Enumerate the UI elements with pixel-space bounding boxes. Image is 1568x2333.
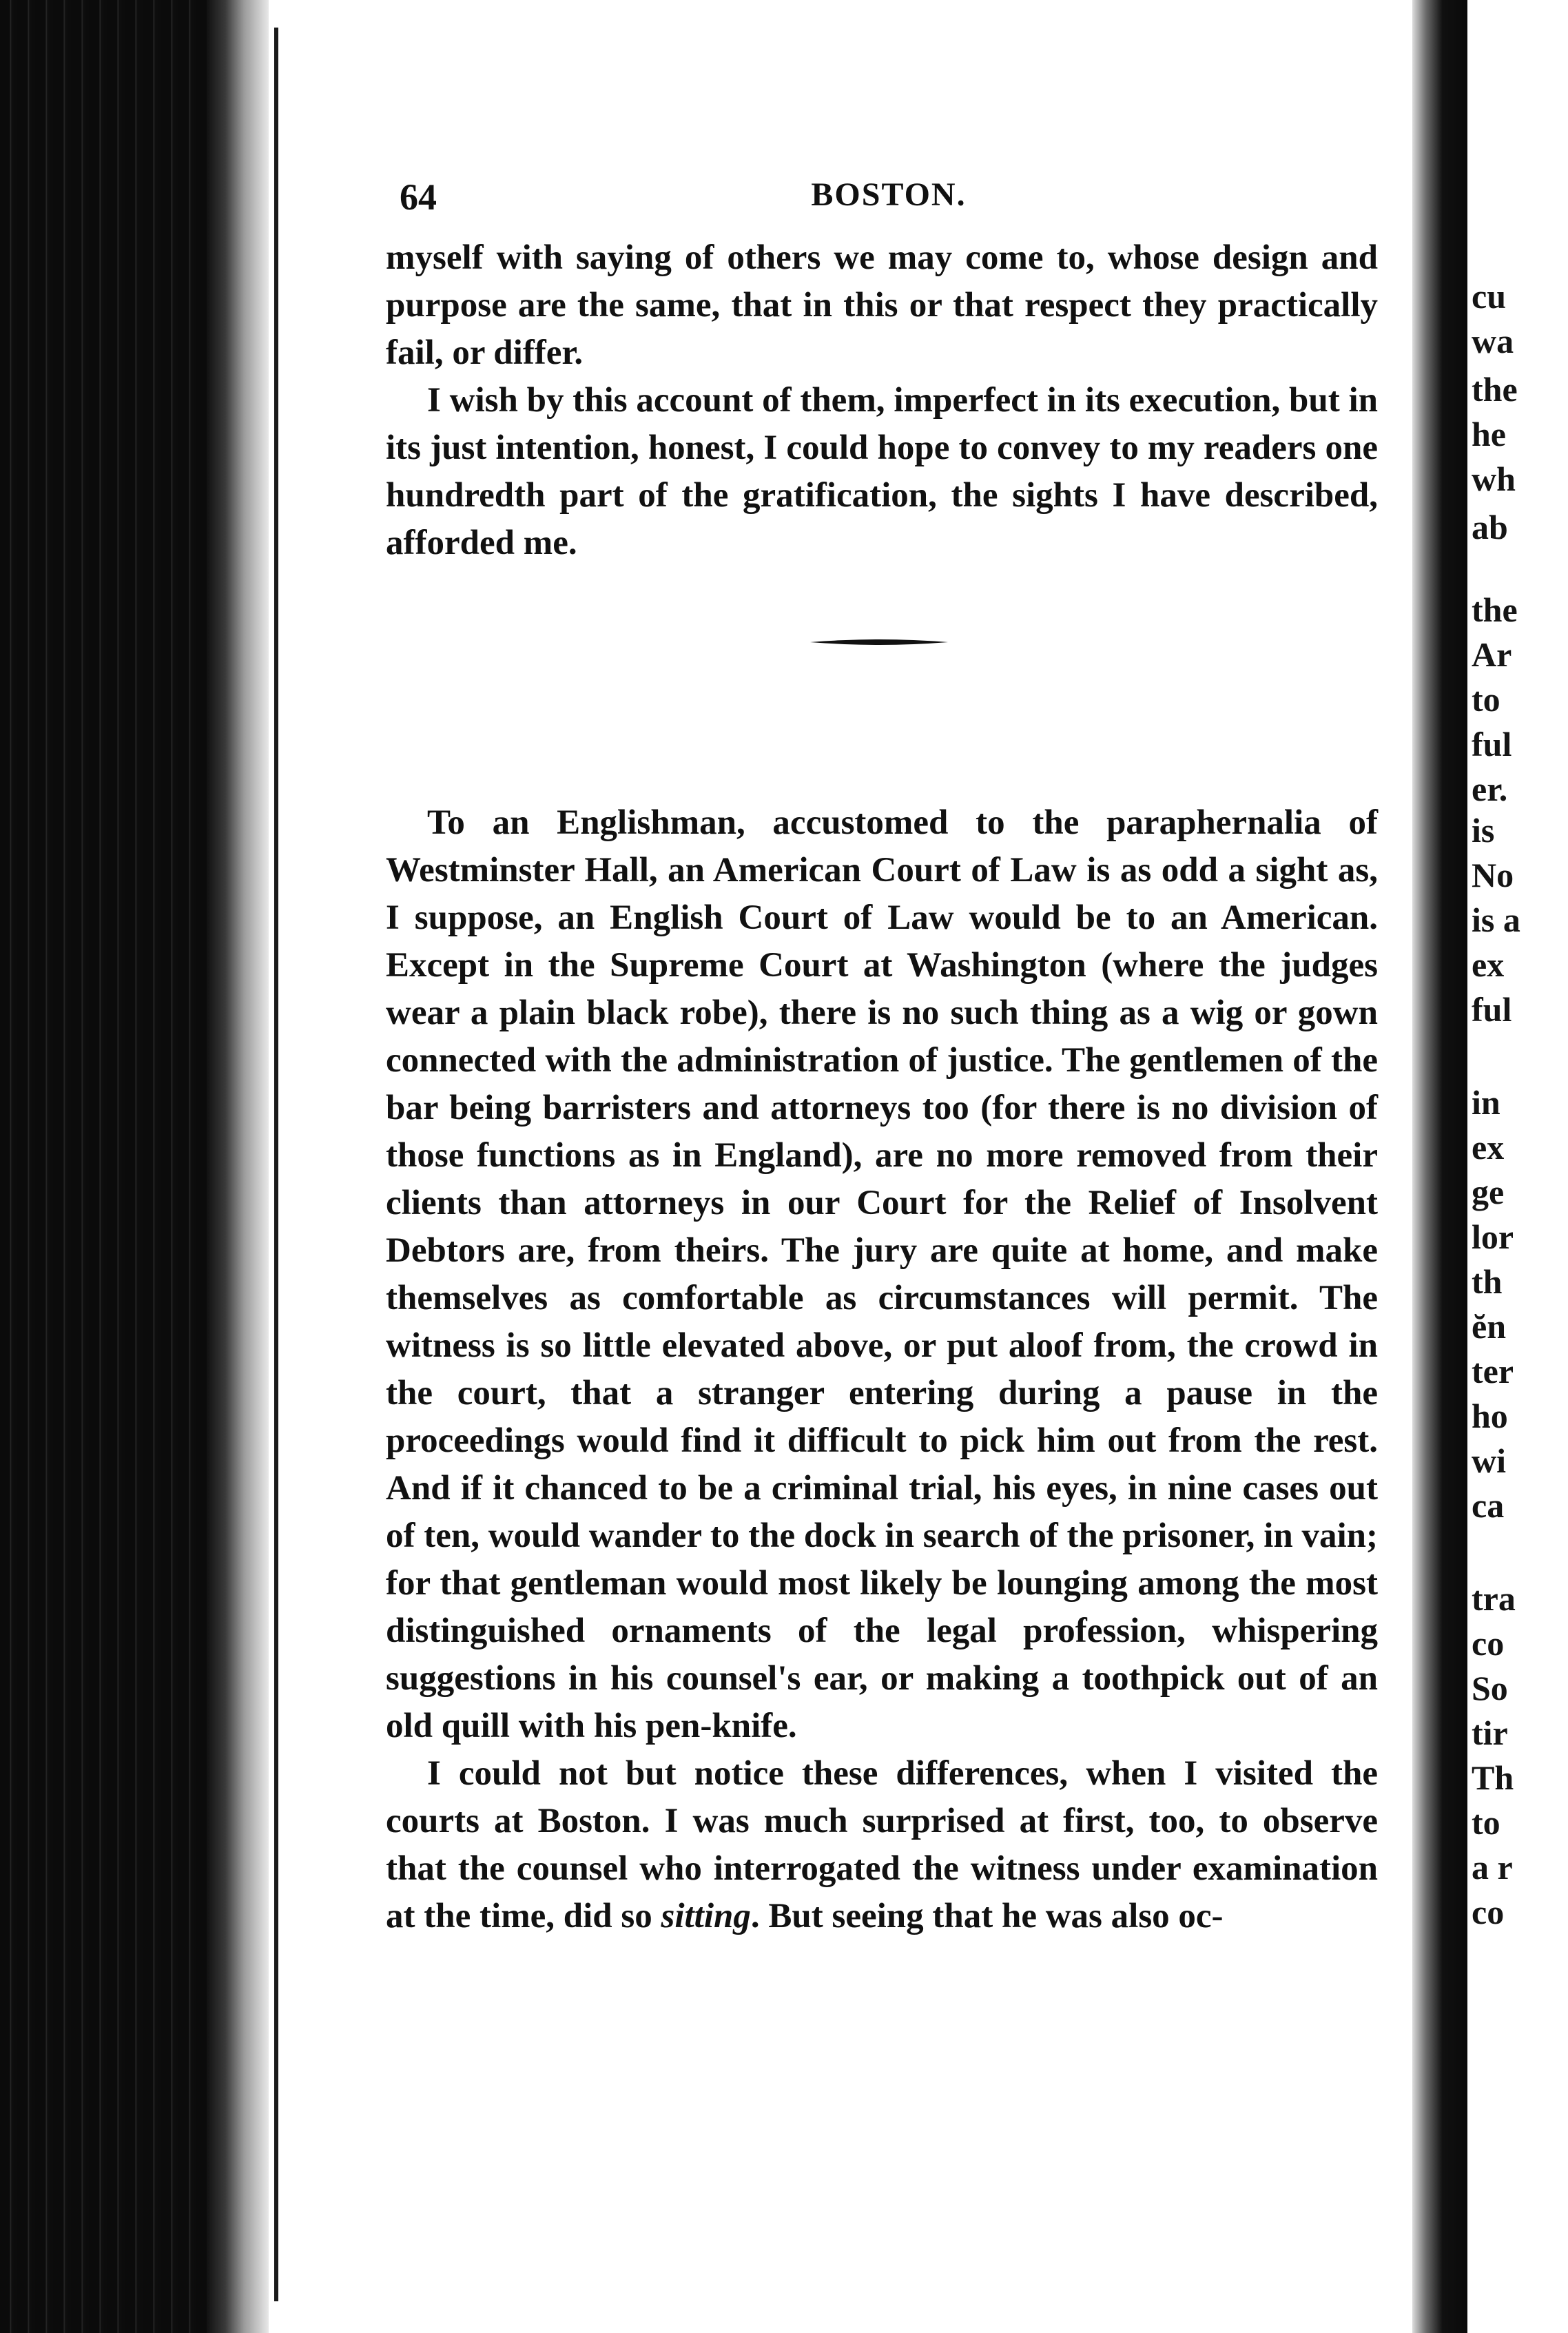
facing-page-fragment: co bbox=[1472, 1624, 1505, 1663]
facing-page-fragment: tir bbox=[1472, 1714, 1508, 1752]
facing-page bbox=[1467, 0, 1568, 2333]
facing-page-fragment: is bbox=[1472, 811, 1495, 850]
facing-page-fragment: ter bbox=[1472, 1352, 1514, 1390]
book-page bbox=[372, 0, 1405, 2333]
facing-page-fragment: Th bbox=[1472, 1758, 1514, 1797]
facing-page-fragment: is a bbox=[1472, 901, 1520, 939]
facing-page-fragment: ho bbox=[1472, 1397, 1508, 1435]
facing-page-fragment: a r bbox=[1472, 1848, 1513, 1887]
facing-page-fragment: to bbox=[1472, 1803, 1500, 1842]
facing-page-fragment: ful bbox=[1472, 725, 1512, 763]
book-gutter bbox=[0, 0, 227, 2333]
facing-page-fragment: ex bbox=[1472, 945, 1505, 984]
facing-page-fragment: wi bbox=[1472, 1441, 1506, 1480]
facing-page-fragment: to bbox=[1472, 680, 1500, 719]
gutter-shadow bbox=[207, 0, 269, 2333]
facing-page-fragment: in bbox=[1472, 1083, 1500, 1122]
facing-page-fragment: the bbox=[1472, 370, 1518, 409]
paragraph: To an Englishman, accustomed to the paraphernalia of Westminster Hall, an American Court of Law is as odd a sight as, I suppose, an English Court of Law would be to an American. Except in the Supreme Court at Washington (where the judges wear a plain black robe), there is no such thing as a wig or gown connected with the administration of justice. The gentlemen of the bar being barristers and attorneys too (for there is no division of those functions as in England), are no more removed from their clients than attorneys in our Court for the Relief of Insolvent Debtors are, from theirs. The jury are quite at home, and make themselves as comfortable as circumstances will permit. The witness is so little elevated above, or put aloof from, the crowd in the court, that a stranger entering during a pause in the proceedings would find it difficult to pick him out from the rest. And if it chanced to be a criminal trial, his eyes, in nine cases out of ten, would wander to the dock in search of the prisoner, in vain; for that gentleman would most likely be lounging among the most distinguished ornaments of the legal profession, whispering suggestions in his counsel's ear, or making a toothpick out of an old quill with his pen-knife. bbox=[386, 803, 1378, 1745]
paragraph-text: I could not but notice these differences, when I visited the courts at Boston. I was much surprised at first, too, to observe that the counsel who interrogated the witness under examination at the time, did so bbox=[386, 1754, 1378, 1935]
facing-page-fragment: ĕn bbox=[1472, 1307, 1506, 1346]
page-edge-line bbox=[274, 28, 278, 2301]
facing-page-fragment: ful bbox=[1472, 990, 1512, 1029]
facing-page-fragment: ab bbox=[1472, 508, 1508, 546]
facing-page-fragment: No bbox=[1472, 856, 1514, 894]
facing-page-fragment: So bbox=[1472, 1669, 1508, 1707]
running-head bbox=[386, 176, 1392, 217]
running-title: BOSTON. bbox=[811, 176, 967, 213]
facing-page-fragment: ca bbox=[1472, 1486, 1505, 1525]
main-text bbox=[386, 799, 1378, 1940]
paragraph: myself with saying of others we may come to, whose design and purpose are the same, that in this or that respect they practically fail, or differ. bbox=[386, 238, 1378, 372]
facing-page-fragment: cu bbox=[1472, 277, 1506, 316]
facing-page-fragment: wh bbox=[1472, 460, 1516, 498]
paragraph: I wish by this account of them, imperfect in its execution, but in its just intention, honest, I could hope to convey to my readers one hundredth part of the gratification, the sights I have described, afforded me. bbox=[386, 381, 1378, 562]
facing-page-fragment: lor bbox=[1472, 1217, 1514, 1256]
opening-text bbox=[386, 234, 1378, 567]
facing-page-fragment: co bbox=[1472, 1893, 1505, 1931]
paragraph bbox=[386, 1750, 1378, 1940]
facing-page-fragment: wa bbox=[1472, 322, 1514, 360]
paragraph-text: . But seeing that he was also oc- bbox=[750, 1897, 1224, 1935]
facing-page-fragment: ex bbox=[1472, 1128, 1505, 1166]
facing-page-fragment: ge bbox=[1472, 1173, 1505, 1211]
facing-page-fragment: Ar bbox=[1472, 635, 1512, 674]
section-divider bbox=[810, 638, 948, 646]
page-number: 64 bbox=[400, 176, 437, 218]
facing-page-fragment: th bbox=[1472, 1262, 1503, 1301]
facing-page-fragment: the bbox=[1472, 590, 1518, 629]
facing-page-fragment: tra bbox=[1472, 1579, 1516, 1618]
book-spine bbox=[1412, 0, 1467, 2333]
italic-word: sitting bbox=[661, 1897, 751, 1935]
facing-page-fragment: er. bbox=[1472, 770, 1508, 808]
facing-page-fragment: he bbox=[1472, 415, 1506, 453]
